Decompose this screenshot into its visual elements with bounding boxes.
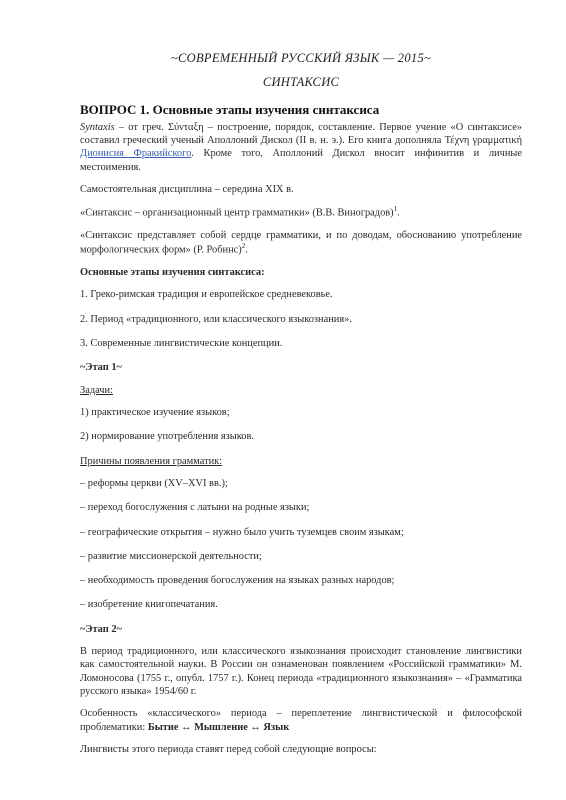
document-header-subtitle: СИНТАКСИС [262, 75, 340, 89]
reason-item: – развитие миссионерской деятельности; [80, 550, 262, 562]
dionysius-link[interactable]: Дионисия Фракийского [80, 148, 192, 160]
stages-heading: Основные этапы изучения синтаксиса: [80, 267, 265, 279]
reason-item: – переход богослужения с латыни на родные языки; [80, 502, 310, 514]
task-item: 1) практическое изучение языков; [80, 406, 230, 418]
robins-end: . [245, 244, 248, 256]
reasons-heading: Причины появления грамматик: [80, 455, 223, 467]
tasks-heading: Задачи: [80, 384, 113, 396]
question-title: ВОПРОС 1. Основные этапы изучения синтаксиса [80, 102, 380, 117]
task-item: 2) нормирование употребления языков. [80, 431, 254, 443]
stage-1-label: ~Этап 1~ [80, 362, 122, 374]
vinogradov-end: . [397, 207, 400, 219]
stage-2-label: ~Этап 2~ [80, 623, 122, 635]
stage-list-item: 3. Современные лингвистические концепции. [80, 338, 283, 349]
document-header-title: ~СОВРЕМЕННЫЙ РУССКИЙ ЯЗЫК — 2015~ [170, 51, 432, 65]
robins-text: «Синтаксис представляет собой сердце грамматики, и по доводам, обоснованию употребление морфологических форм» (Р. Робинс) [80, 229, 522, 256]
footnote-ref-1[interactable]: 1 [393, 205, 398, 214]
vinogradov-quote [80, 205, 522, 220]
stage-2-paragraph-3: Лингвисты этого периода ставят перед собой следующие вопросы: [80, 743, 377, 755]
reason-item: – изобретение книгопечатания. [80, 599, 218, 611]
reason-item: – географические открытия – нужно было учить туземцев своим языкам; [80, 526, 404, 538]
intro-paragraph [80, 121, 522, 174]
robins-quote [80, 229, 522, 257]
footnote-ref-2[interactable]: 2 [241, 242, 246, 251]
discipline-paragraph: Самостоятельная дисциплина – середина XIX в. [80, 183, 294, 195]
being-thinking-language: Бытие ↔ Мышление ↔ Язык [147, 721, 290, 733]
stage-2-paragraph-2 [80, 707, 522, 734]
stage-2-feature-text: Особенность «классического» периода – переплетение лингвистической и философской проблематики: [80, 708, 522, 733]
intro-text-2: . Кроме того, Аполлоний Дискол вносит инфинитив и личные местоимения. [80, 148, 522, 173]
stage-list-item: 2. Период «традиционного, или классического языкознания». [80, 313, 352, 325]
intro-term: Syntaxis [80, 121, 115, 133]
vinogradov-text: «Синтаксис – организационный центр грамматики» (В.В. Виноградов) [80, 207, 394, 219]
reason-item: – реформы церкви (XV–XVI вв.); [80, 477, 228, 489]
intro-text-1: – от греч. Σύνταξη – построение, порядок, составление. Первое учение «О синтаксисе» составил греческий ученый Аполлоний Дискол (II в. н. э.). Его книга дополняла Τέχνη γραμματική [80, 121, 522, 146]
reason-item: – необходимость проведения богослужения на языках разных народов; [80, 575, 395, 587]
stage-list-item: 1. Греко-римская традиция и европейское средневековье. [80, 289, 333, 301]
stage-2-paragraph-1: В период традиционного, или классического языкознания происходит становление лингвистики как самостоятельной науки. В России он ознаменован появлением «Российской грамматики» М. Ломоносова (1755 г., опубл. 1757 г.). Конец периода «традиционного языкознания» – «Грамматика русского языка» 1954/60 г. [80, 646, 522, 697]
